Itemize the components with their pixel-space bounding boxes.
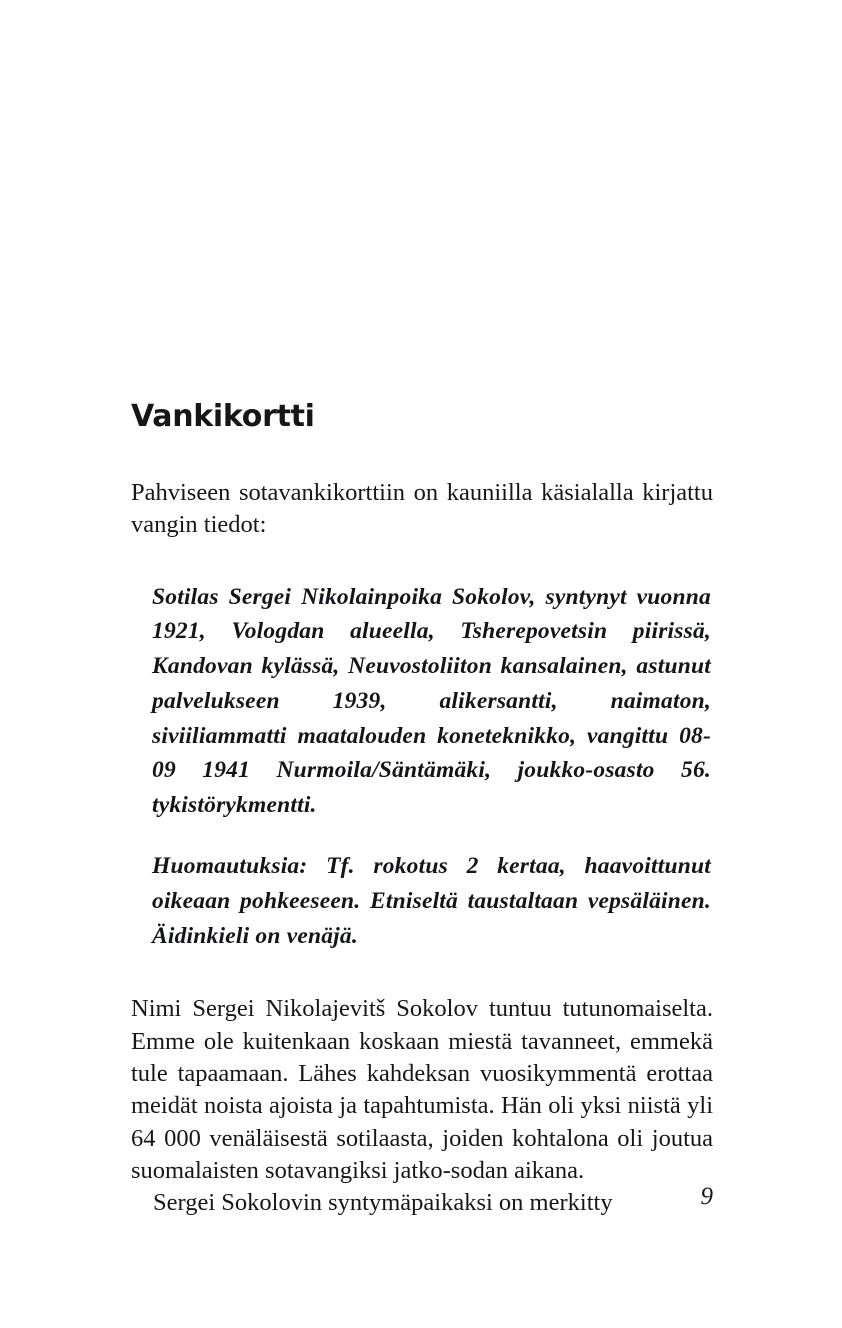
quoted-record-block xyxy=(131,580,713,954)
quote-paragraph-details: Sotilas Sergei Nikolainpoika Sokolov, syntynyt vuonna 1921, Vologdan alueella, Tsherepovetsin piirissä, Kandovan kylässä, Neuvostoliiton kansalainen, astunut palvelukseen 1939, alikersantti, naimaton, siviiliammatti maatalouden koneteknikko, vangittu 08-09 1941 Nurmoila/Säntämäki, joukko-osasto 56. tykistörykmentti. xyxy=(152,583,711,819)
page-title: Vankikortti xyxy=(131,399,315,434)
quote-paragraph-notes: Huomautuksia: Tf. rokotus 2 kertaa, haavoittunut oikeaan pohkeeseen. Etniseltä taustaltaan vepsäläinen. Äidinkieli on venäjä. xyxy=(152,853,711,949)
body-paragraph-after-quote: Nimi Sergei Nikolajevitš Sokolov tuntuu tutunomaiselta. Emme ole kuitenkaan koskaan miestä tavanneet, emmekä tule tapaamaan. Lähes kahdeksan vuosikymmentä erottaa meidät noista ajoista ja tapahtumista. Hän oli yksi niistä yli 64 000 venäläisestä sotilaasta, joiden kohtalona oli joutua suomalaisten sotavangiksi jatko-sodan aikana. xyxy=(131,995,713,1184)
page-number: 9 xyxy=(700,1183,713,1210)
body-paragraph-last: Sergei Sokolovin syntymäpaikaksi on merkitty xyxy=(153,1189,613,1217)
intro-paragraph: Pahviseen sotavankikorttiin on kauniilla käsialalla kirjattu vangin tiedot: xyxy=(131,479,713,539)
page-content xyxy=(131,400,713,1220)
